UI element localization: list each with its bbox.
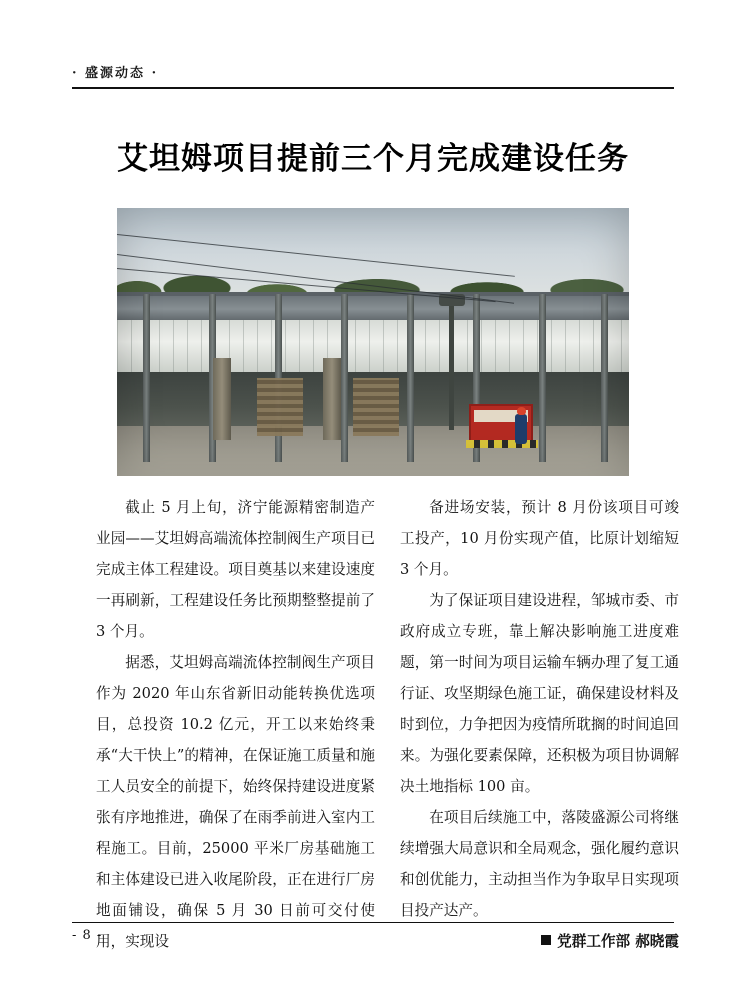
page-header [72,62,674,90]
section-label: · 盛源动态 · [72,66,159,81]
byline-square-icon [541,935,551,945]
paragraph: 为了保证项目建设进程，邹城市委、市政府成立专班，靠上解决影响施工进度难题，第一时间为项目运输车辆办理了复工通行证、攻坚期绿色施工证，确保建设材料及时到位，力争把因为疫情所耽搁的时间追回来。为强化要素保障，还积极为项目协调解决土地指标 100 亩。 [400,592,679,795]
paragraph: 截止 5 月上旬，济宁能源精密制造产业园——艾坦姆高端流体控制阀生产项目已完成主体工程建设。项目奠基以来建设速度一再刷新，工程建设任务比预期整整提前了 3 个月。 [96,499,375,640]
photo-vignette [117,208,629,476]
paragraph: 备进场安装，预计 8 月份该项目可竣工投产，10 月份实现产值，比原计划缩短 3 个月。 [400,499,679,578]
paragraph: 在项目后续施工中，落陵盛源公司将继续增强大局意识和全局观念，强化履约意识和创优能力，主动担当作为争取早日实现项目投产达产。 [400,809,679,919]
page-number: - 8 - [72,928,103,943]
header-divider [72,87,674,89]
body-column-left [96,492,375,957]
photo-content [117,208,629,476]
byline-text: 党群工作部 郝晓霞 [557,933,679,950]
article-title: 艾坦姆项目提前三个月完成建设任务 [117,141,629,177]
paragraph: 据悉，艾坦姆高端流体控制阀生产项目作为 2020 年山东省新旧动能转换优选项目，总投资 10.2 亿元，开工以来始终秉承“大干快上”的精神，在保证施工质量和施工人员安全的前提下，始终保持建设进度紧张有序地推进，确保了在雨季前进入室内工程施工。目前，25000 平米厂房基础施工和主体建设已进入收尾阶段，正在进行厂房地面铺设，确保 5 月 30 日前可交付使用，实现设 [96,654,375,950]
footer-divider [72,922,674,923]
body-column-right [400,492,679,957]
article-byline [400,926,679,957]
article-photo [117,208,629,476]
